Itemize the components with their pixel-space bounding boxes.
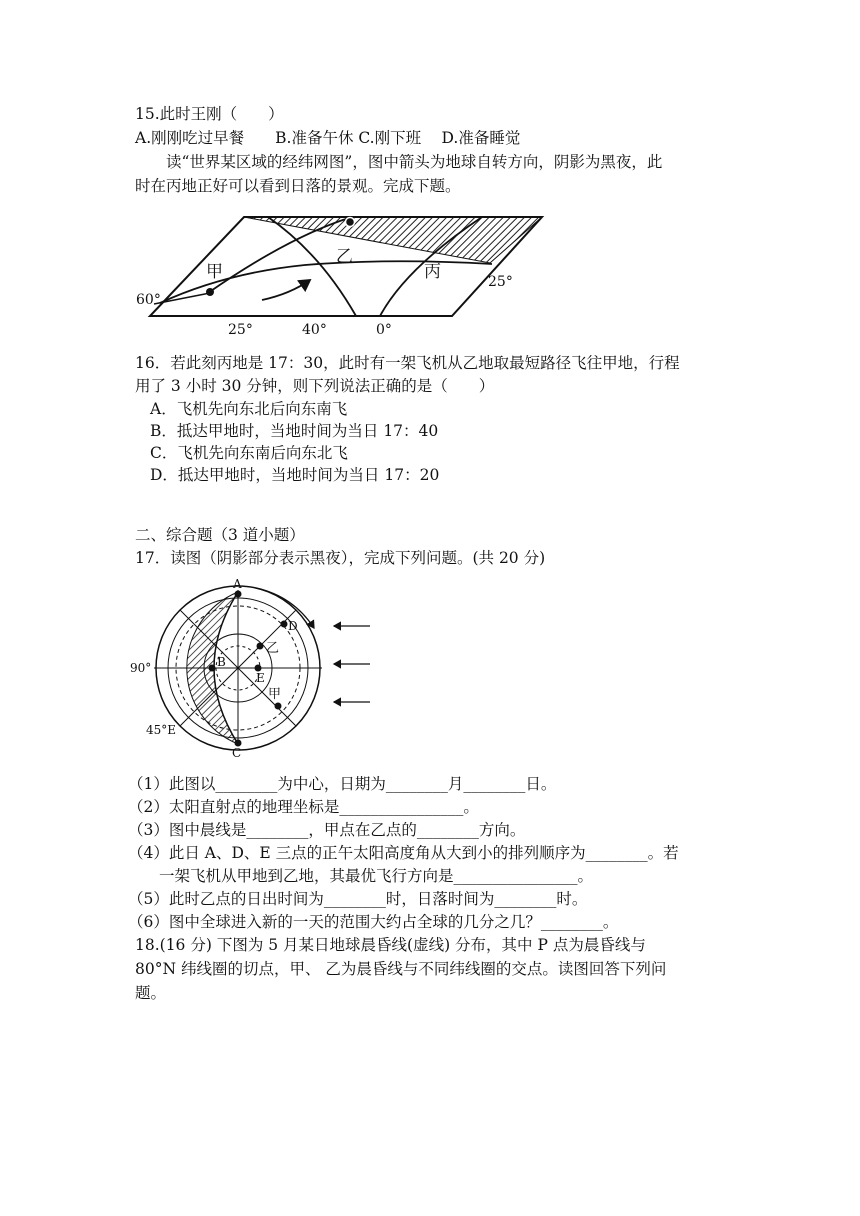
point-jia [206,288,214,296]
point-jia [275,703,282,710]
label-jia: 甲 [206,262,223,282]
q17-item-2: （2）太阳直射点的地理坐标是________________。 [128,798,479,816]
label-e: E [256,671,265,685]
point-a [235,591,242,598]
intro-line-1: 读“世界某区域的经纬网图”，图中箭头为地球自转方向，阴影为黑夜，此 [135,153,663,171]
q18-line-2: 80°N 纬线圈的切点，甲、 乙为晨昏线与不同纬线圈的交点。读图回答下列问 [135,960,667,978]
q18-line-1: 18.(16 分) 下图为 5 月某日地球晨昏线(虚线) 分布，其中 P 点为晨昏线与 [135,936,646,954]
q17-item-4: （4）此日 A、D、E 三点的正午太阳高度角从大到小的排列顺序为________。若 [128,844,679,862]
point-yi [346,218,355,227]
latlong-grid-figure [130,208,550,338]
q17-stem: 17．读图（阴影部分表示黑夜），完成下列问题。(共 20 分) [135,549,546,567]
point-b [209,665,216,672]
section-title: 二、综合题（3 道小题） [135,526,305,544]
label-lon-40: 40° [302,322,327,338]
polar-view-figure [128,576,378,758]
q17-item-4-cont: 一架飞机从甲地到乙地，其最优飞行方向是________________。 [128,867,594,885]
label-lon-25: 25° [228,322,253,338]
label-b: B [217,655,226,669]
label-lon-45e: 45°E [146,723,177,737]
point-yi [257,643,264,650]
label-a: A [233,577,242,591]
q17-item-1: （1）此图以________为中心，日期为________月________日。 [128,775,557,793]
q18-line-3: 题。 [135,984,167,1002]
label-yi: 乙 [336,247,353,267]
q17-item-6: （6）图中全球进入新的一天的范围大约占全球的几分之几？________。 [128,913,619,931]
point-d [281,621,288,628]
q17-item-5: （5）此时乙点的日出时间为________时，日落时间为________时。 [128,890,588,908]
night-shading [244,217,542,263]
q16-option-a: A．飞机先向东北后向东南飞 [150,400,348,418]
rotation-arrow [262,280,310,300]
line-jia [154,293,210,304]
q16-option-c: C．飞机先向东南后向东北飞 [150,444,348,462]
label-yi: 乙 [266,641,280,656]
q16-stem-2: 用了 3 小时 30 分钟，则下列说法正确的是（ ） [135,377,495,395]
q15-options: A.刚刚吃过早餐 B.准备午休 C.刚下班 D.准备睡觉 [135,129,521,147]
q16-option-b: B．抵达甲地时，当地时间为当日 17：40 [150,422,439,440]
q16-stem-1: 16．若此刻丙地是 17：30，此时有一架飞机从乙地取最短路径飞往甲地，行程 [135,354,680,372]
label-lat-25-right: 25° [488,274,513,290]
intro-line-2: 时在丙地正好可以看到日落的景观。完成下题。 [135,177,461,195]
label-jia: 甲 [268,687,282,702]
q15-stem: 15.此时王刚（ ） [135,105,284,123]
q16-option-d: D．抵达甲地时，当地时间为当日 17：20 [150,466,440,484]
label-c: C [232,746,242,758]
label-lon-90: 90° [130,661,152,675]
q17-item-3: （3）图中晨线是________，甲点在乙点的________方向。 [128,821,526,839]
label-bing: 丙 [424,262,441,282]
label-lat-60: 60° [136,292,161,308]
label-d: D [288,619,298,633]
label-lon-0: 0° [376,322,392,338]
